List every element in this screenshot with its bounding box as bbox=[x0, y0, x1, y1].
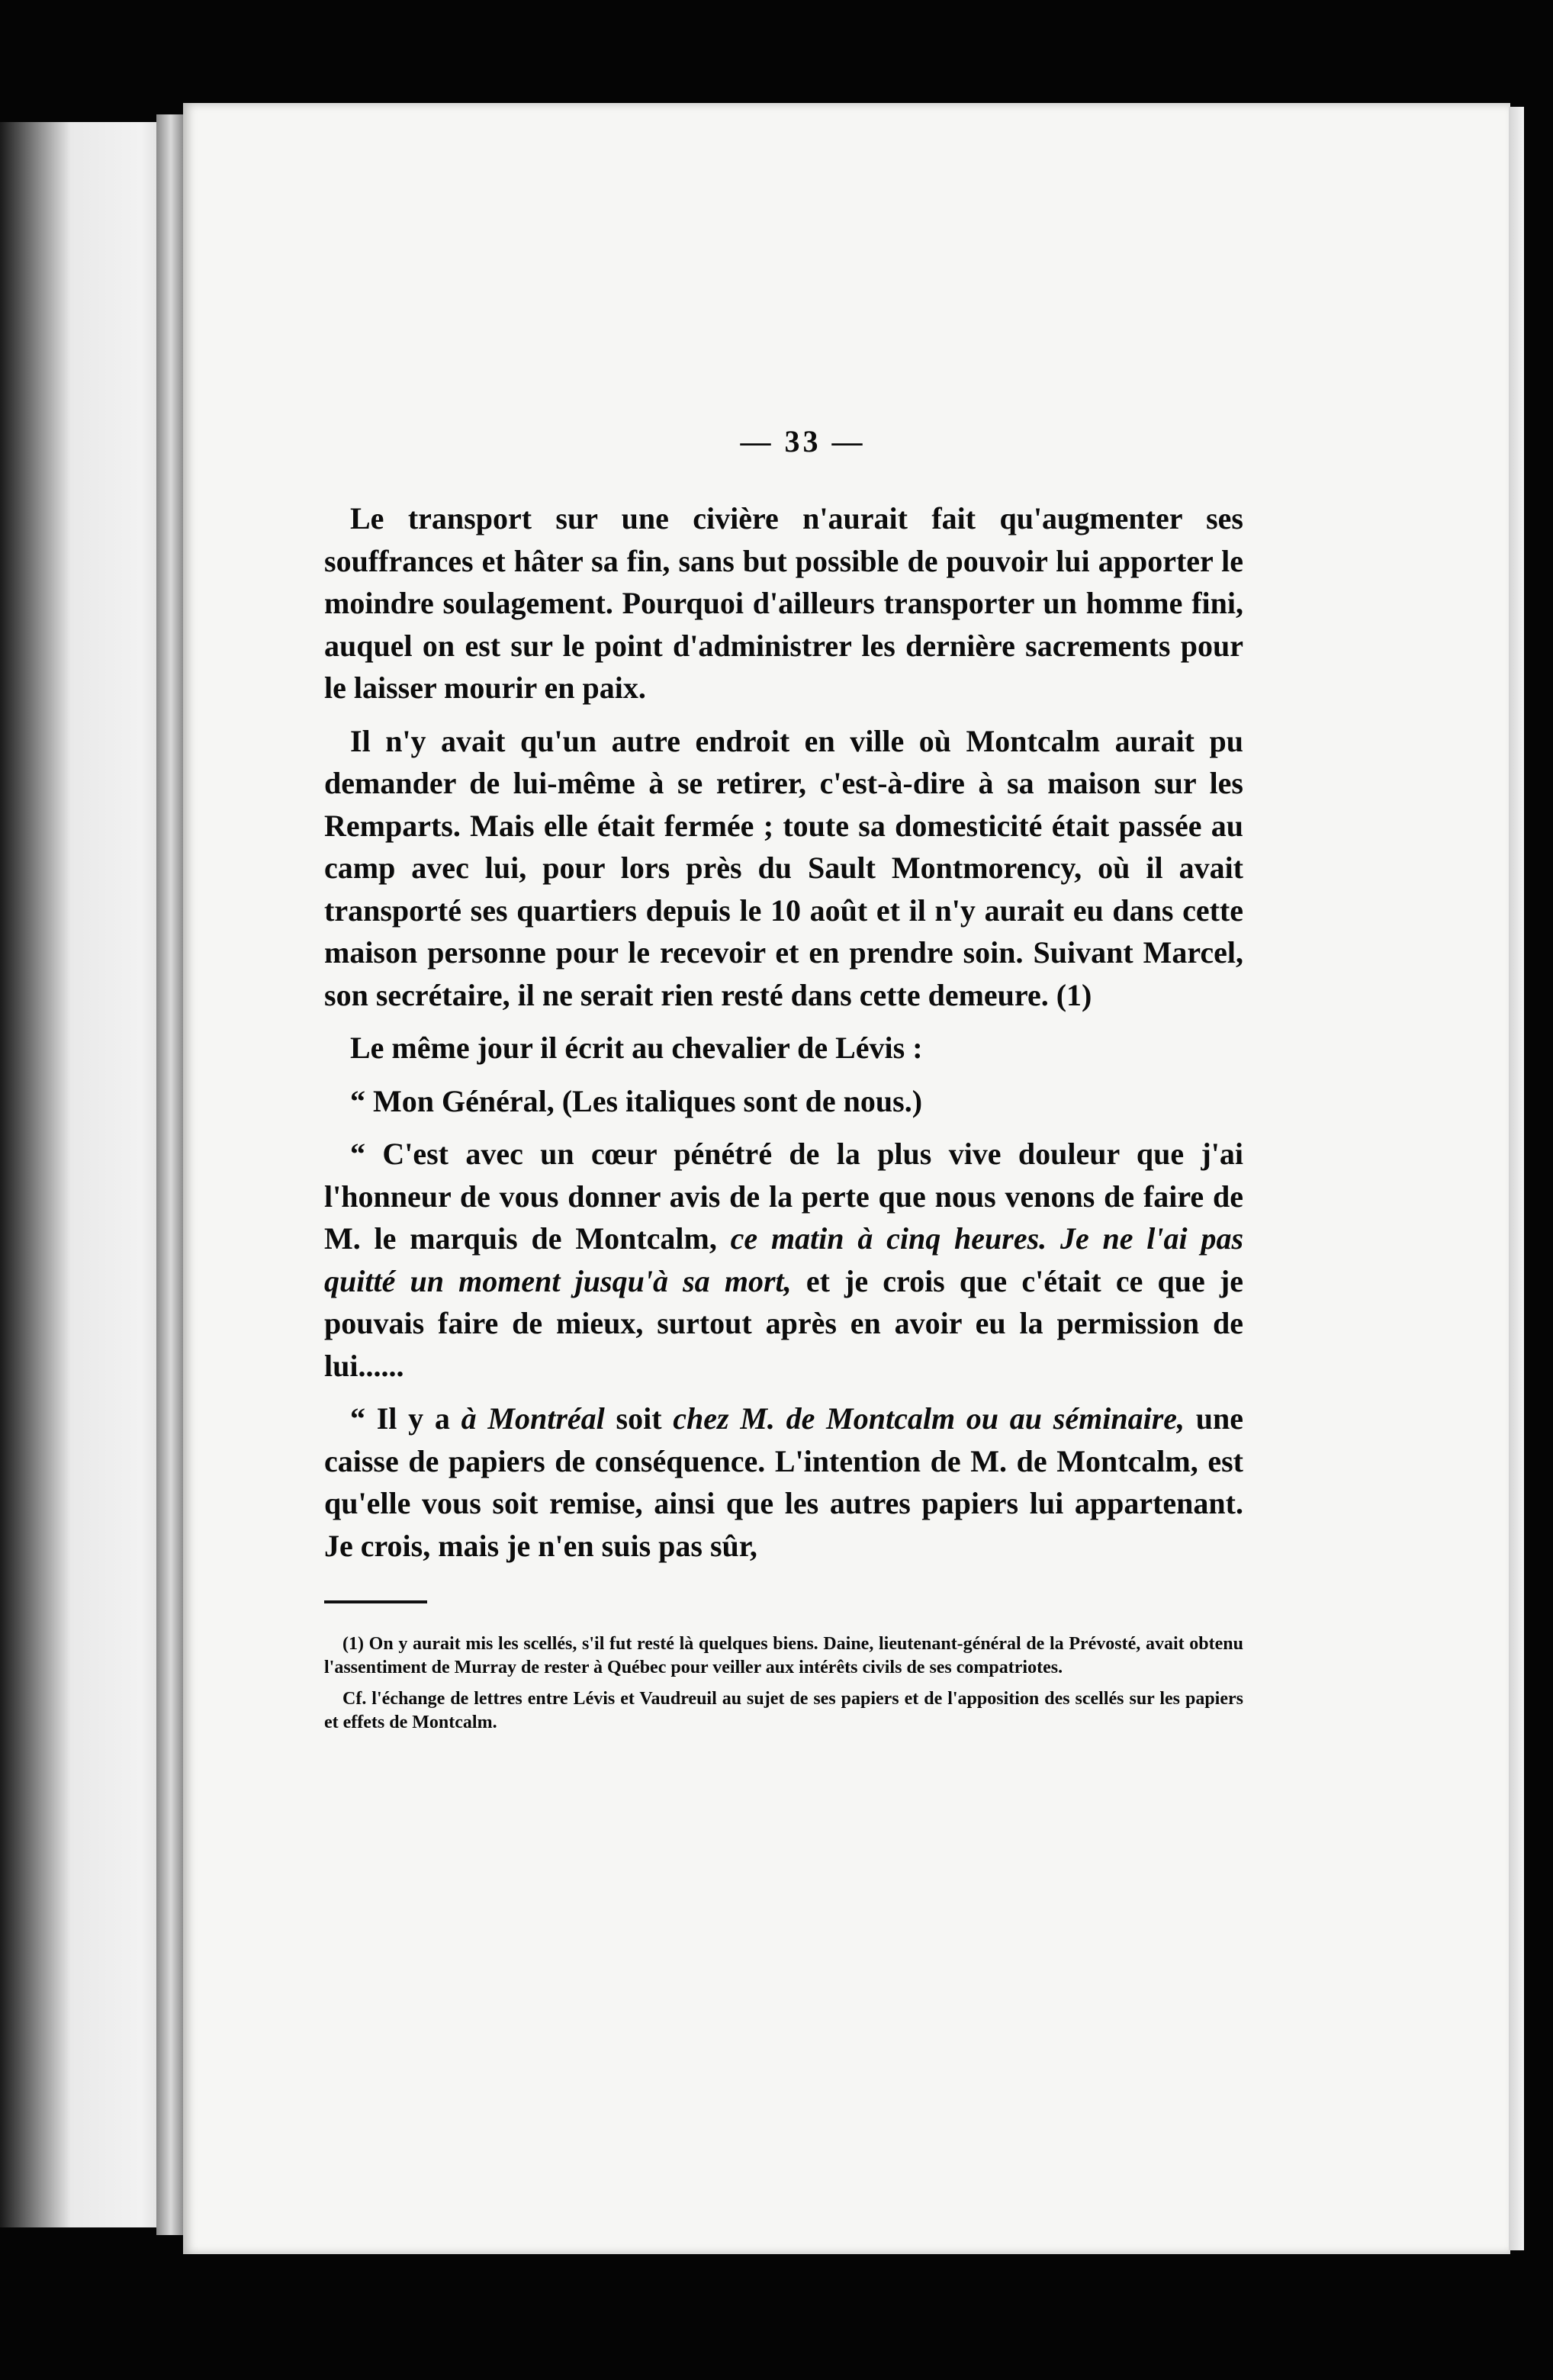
footnotes bbox=[324, 1632, 1243, 1735]
text-run: “ Il y a bbox=[350, 1401, 450, 1436]
italic-run: à Montréal bbox=[461, 1401, 605, 1436]
footnote-rule bbox=[324, 1600, 427, 1603]
page-text-block bbox=[324, 423, 1243, 1742]
page-edge-right bbox=[1509, 107, 1524, 2250]
text-run: “ C'est avec un cœur pénétré de la plus vive douleur que j'ai l'honneur de vous donner avis de la perte que nous venons de faire de M. le marquis de Montcalm, bbox=[324, 1137, 1243, 1256]
text-run: soit bbox=[616, 1401, 662, 1436]
facing-page-edge bbox=[0, 122, 177, 2227]
footnote-cf: Cf. l'échange de lettres entre Lévis et Vaudreuil au sujet de ses papiers et de l'apposition des scellés sur les papiers et effets de Montcalm. bbox=[324, 1689, 1243, 1732]
body-text bbox=[324, 497, 1243, 1567]
paragraph-maison-remparts: Il n'y avait qu'un autre endroit en ville où Montcalm aurait pu demander de lui-même à se retirer, c'est-à-dire à sa maison sur les Remparts. Mais elle était fermée ; toute sa domesticité était passée au camp avec lui, pour lors près du Sault Montmorency, où il avait transporté ses quartiers depuis le 10 août et il n'y aurait eu dans cette maison personne pour le recevoir et en prendre soin. Suivant Marcel, son secrétaire, il ne serait rien resté dans cette demeure. (1) bbox=[324, 723, 1243, 1012]
paragraph-transport: Le transport sur une civière n'aurait fait qu'augmenter ses souffrances et hâter sa fin, sans but possible de pouvoir lui apporter le moindre soulagement. Pourquoi d'ailleurs transporter un homme fini, auquel on est sur le point d'administrer les dernière sacrements pour le laisser mourir en paix. bbox=[324, 501, 1243, 705]
footnote-1: (1) On y aurait mis les scellés, s'il fut resté là quelques biens. Daine, lieutenant-général de la Prévosté, avait obtenu l'assentiment de Murray de rester à Québec pour veiller aux intérêts civils de ses compatriotes. bbox=[324, 1634, 1243, 1677]
italic-run: ce matin à cinq heures. Je ne l'ai pas quitté un moment jusqu'à sa mort, bbox=[324, 1221, 1244, 1298]
page-number: — 33 — bbox=[740, 424, 866, 458]
paragraph-salutation: “ Mon Général, (Les italiques sont de nous.) bbox=[350, 1083, 923, 1118]
text-run: et je crois que c'était ce que je pouvais faire de mieux, surtout après en avoir eu la permission de lui...... bbox=[324, 1263, 1244, 1383]
paragraph-lettre-papiers bbox=[324, 1397, 1243, 1567]
text-run: une caisse de papiers de conséquence. L'intention de M. de Montcalm, est qu'elle vous soit remise, ainsi que les autres papiers lui appartenant. Je crois, mais je n'en suis pas sûr, bbox=[324, 1401, 1244, 1563]
italic-run: chez M. de Montcalm ou au séminaire, bbox=[673, 1401, 1185, 1436]
paragraph-lettre-mort bbox=[324, 1133, 1243, 1387]
paragraph-lettre-intro: Le même jour il écrit au chevalier de Lévis : bbox=[350, 1031, 923, 1065]
